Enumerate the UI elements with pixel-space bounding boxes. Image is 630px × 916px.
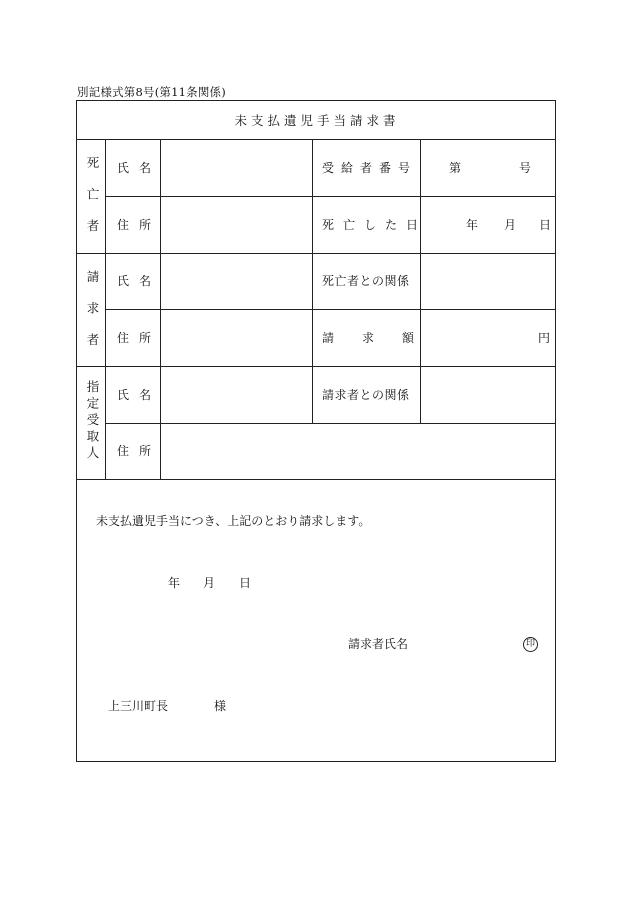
- rule-title-bottom: [77, 139, 555, 140]
- declaration-date-day: 日: [239, 576, 252, 590]
- death-date-day: 日: [539, 218, 552, 232]
- recipient-no-prefix: 第: [449, 161, 462, 175]
- claimant-group-label: 請求者: [85, 270, 100, 365]
- claim-amount-unit: 円: [538, 331, 551, 345]
- declaration-date-month: 月: [203, 576, 216, 590]
- form-title: 未支払遺児手当請求書: [234, 113, 400, 128]
- declaration-date-year: 年: [168, 576, 181, 590]
- death-date-year: 年: [466, 218, 479, 232]
- death-date-month: 月: [504, 218, 517, 232]
- deceased-name-field[interactable]: [161, 140, 312, 196]
- death-date-label: 死亡した日: [322, 218, 428, 232]
- deceased-address-field[interactable]: [161, 197, 312, 253]
- designated-address-label: 住所: [117, 444, 162, 458]
- designated-relation-label: 請求者との関係: [322, 388, 410, 402]
- declaration-statement: 未支払遺児手当につき、上記のとおり請求します。: [96, 514, 371, 528]
- designated-name-field[interactable]: [161, 367, 312, 423]
- claim-amount-label: 請求額: [322, 331, 443, 345]
- claimant-address-field[interactable]: [161, 310, 312, 366]
- rule-claimant-bottom: [77, 366, 555, 367]
- claimant-signature-label: 請求者氏名: [348, 637, 409, 651]
- claimant-name-field[interactable]: [161, 254, 312, 309]
- claimant-address-label: 住所: [117, 331, 162, 345]
- designated-name-label: 氏名: [117, 388, 162, 402]
- form-number: 別記様式第8号(第11条関係): [77, 85, 226, 99]
- claim-form-table: [76, 100, 556, 762]
- addressee-honorific: 様: [214, 699, 227, 713]
- claimant-name-label: 氏名: [117, 274, 162, 288]
- recipient-no-label: 受給者番号: [322, 161, 418, 175]
- rule-table-bottom: [77, 479, 555, 480]
- claimant-relation-label: 死亡者との関係: [322, 274, 410, 288]
- designated-group-label: 指定受取人: [85, 380, 100, 463]
- deceased-name-label: 氏名: [117, 161, 162, 175]
- rule-deceased-bottom: [77, 253, 555, 254]
- seal-mark: 印: [523, 637, 538, 652]
- recipient-no-suffix: 号: [519, 161, 532, 175]
- deceased-address-label: 住所: [117, 218, 162, 232]
- rule-right-col: [420, 139, 421, 423]
- addressee: 上三川町長: [108, 699, 169, 713]
- designated-address-field[interactable]: [161, 424, 555, 479]
- deceased-group-label: 死亡者: [85, 156, 100, 251]
- rule-mid-col: [312, 139, 313, 423]
- rule-group-col: [105, 139, 106, 479]
